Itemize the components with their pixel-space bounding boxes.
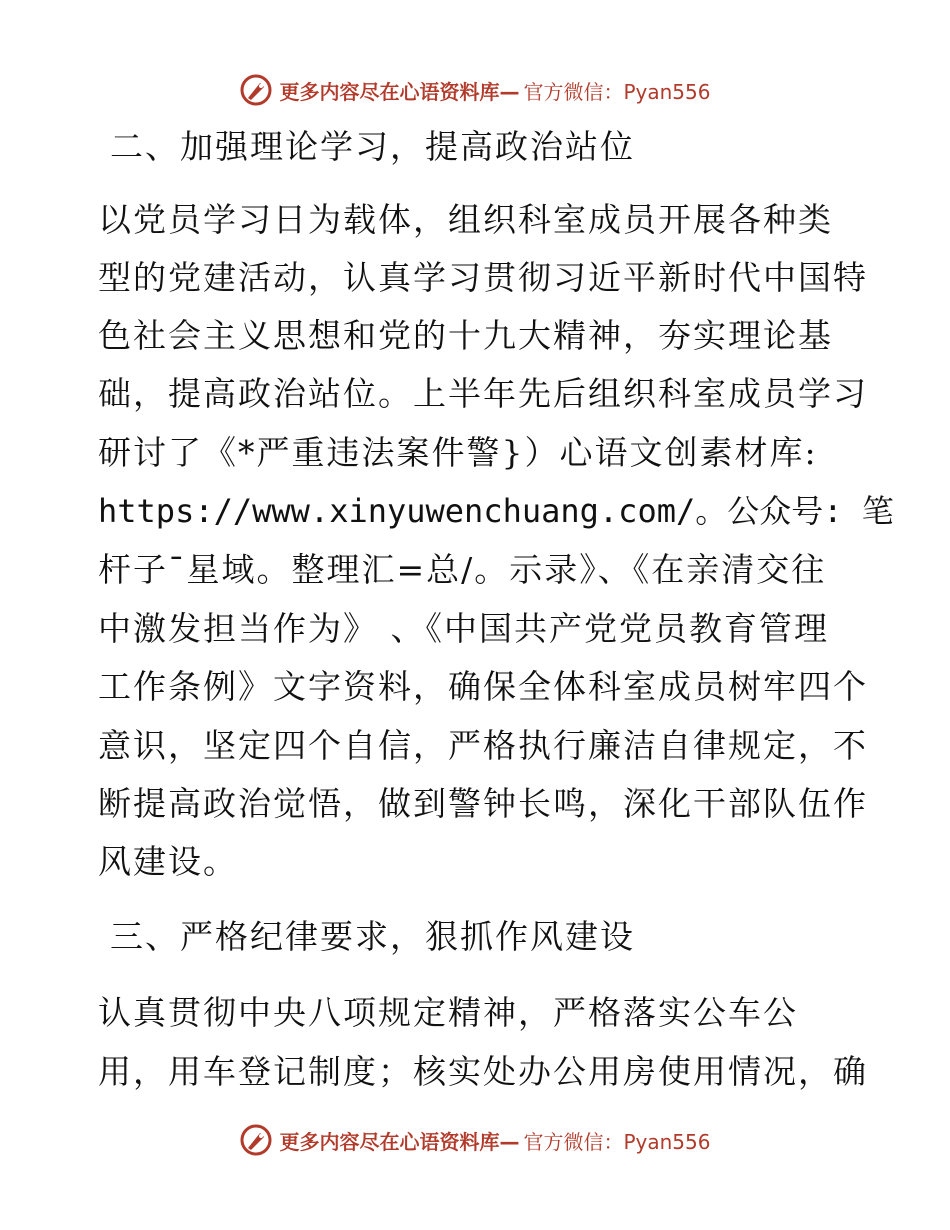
paragraph-line: 色社会主义思想和党的十九大精神，夯实理论基: [98, 316, 833, 355]
paragraph-line: 用，用车登记制度；核实处办公用房使用情况，确: [98, 1052, 868, 1091]
footer-watermark: [0, 1120, 950, 1160]
paragraph-line: 认真贯彻中央八项规定精神，严格落实公车公: [98, 993, 798, 1032]
watermark-text: 更多内容尽在心语资料库—: [279, 79, 520, 104]
pen-nib-logo-icon: [239, 1123, 273, 1157]
paragraph-line: 工作条例》文字资料，确保全体科室成员树牢四个: [98, 667, 868, 706]
paragraph-line-url: https://www.xinyuwenchuang.com/。公众号: 笔: [98, 492, 894, 530]
section-heading-three: 三、严格纪律要求，狠抓作风建设: [110, 917, 635, 956]
paragraph-line: 以党员学习日为载体，组织科室成员开展各种类: [98, 200, 833, 239]
watermark-wechat: 官方微信：Pyan556: [523, 1129, 711, 1154]
paragraph-line: 中激发担当作为》 、《中国共产党党员教育管理: [98, 609, 829, 648]
paragraph-line: 础，提高政治站位。上半年先后组织科室成员学习: [98, 374, 868, 413]
watermark-text: 更多内容尽在心语资料库—: [279, 1129, 520, 1154]
paragraph-line: 风建设。: [98, 842, 238, 881]
paragraph-line: 意识，坚定四个自信，严格执行廉洁自律规定，不: [98, 726, 868, 765]
header-watermark: [0, 70, 950, 110]
pen-nib-logo-icon: [239, 73, 273, 107]
section-heading-two: 二、加强理论学习，提高政治站位: [110, 127, 635, 166]
paragraph-line: 杆子¯星域。整理汇=总/。示录》、《在亲清交往: [98, 550, 827, 589]
paragraph-line: 型的党建活动，认真学习贯彻习近平新时代中国特: [98, 258, 868, 297]
watermark-wechat: 官方微信：Pyan556: [523, 79, 711, 104]
paragraph-line: 断提高政治觉悟，做到警钟长鸣，深化干部队伍作: [98, 784, 868, 823]
paragraph-line: 研讨了《*严重违法案件警}）心语文创素材库:: [98, 433, 818, 472]
